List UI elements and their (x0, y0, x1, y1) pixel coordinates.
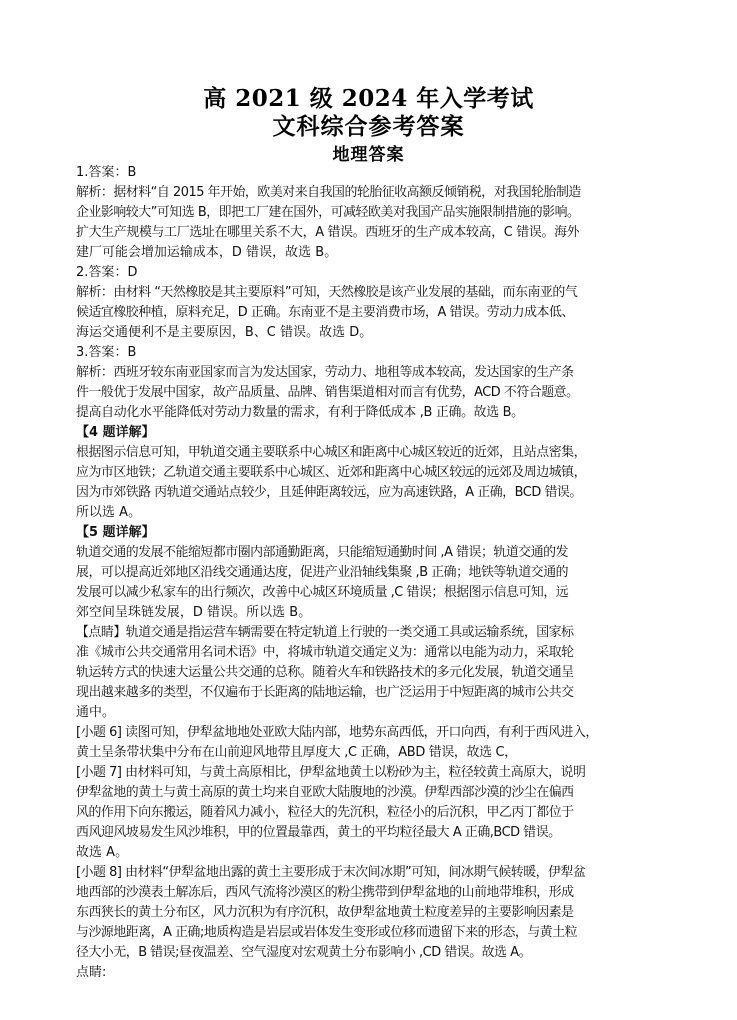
subquestion-line: 伊犁盆地的黄土与黄土高原的黄土均来自亚欧大陆腹地的沙漠。伊犁西部沙漠的沙尘在偏西 (76, 785, 574, 800)
explanation-line: 因为市郊铁路 丙轨道交通站点较少，且延伸距离较远，应为高速铁路，A 正确，BCD 错误。 (76, 485, 582, 500)
key-point-line: 轨运转方式的快速大运量公共交通的总称。随着火车和铁路技术的多元化发展，轨道交通呈 (76, 665, 574, 680)
question-heading: 【5 题详解】 (76, 525, 155, 540)
subquestion-line: [小题 6] 读图可知，伊犁盆地地处亚欧大陆内部，地势东高西低，开口向西，有利于西风进入， (76, 725, 598, 740)
key-point-line: 通中。 (76, 705, 115, 720)
answer-line: 3.答案：B (76, 345, 137, 360)
answer-line: 1.答案：B (76, 165, 137, 180)
subquestion-line: 风的作用下向东搬运，随着风力减小，粒径大的先沉积，粒径小的后沉积，甲乙丙丁都位于 (76, 805, 574, 820)
subquestion-line: 黄土呈条带状集中分布在山前迎风地带且厚度大 ,C 正确，ABD 错误，故选 C， (76, 745, 517, 760)
key-point-label: 点睛: (76, 965, 107, 980)
explanation-line: 展，可以提高近郊地区沿线交通通达度，促进产业沿轴线集聚 ,B 正确；地铁等轨道交通的 (76, 565, 569, 580)
explanation-line: 解析：西班牙较东南亚国家而言为发达国家，劳动力、地租等成本较高，发达国家的生产条 (76, 365, 574, 380)
explanation-line: 根据图示信息可知，甲轨道交通主要联系中心城区和距离中心城区较近的近郊，且站点密集， (76, 445, 587, 460)
explanation-line: 发展可以减少私家车的出行频次，改善中心城区环境质量 ,C 错误；根据图示信息可知，远 (76, 585, 569, 600)
explanation-line: 解析：据材料“自 2015 年开始，欧美对来自我国的轮胎征收高额反倾销税，对我国轮胎制造 (76, 185, 581, 200)
explanation-line: 郊空间呈珠链发展，D 错误。所以选 B。 (76, 605, 312, 620)
explanation-line: 解析：由材料 “天然橡胶是其主要原料”可知，天然橡胶是该产业发展的基础，而东南亚的气 (76, 285, 578, 300)
subquestion-line: 东西狭长的黄土分布区，风力沉积为有序沉积，故伊犁盆地黄土粒度差异的主要影响因素是 (76, 905, 574, 920)
explanation-line: 企业影响较大”可知选 B，即把工厂建在国外，可减轻欧美对我国产品实施限制措施的影响。 (76, 205, 580, 220)
subquestion-line: 径大小无，B 错误;昼夜温差、空气湿度对宏观黄土分布影响小 ,CD 错误。故选 A。 (76, 945, 532, 960)
explanation-line: 提高自动化水平能降低对劳动力数量的需求，有利于降低成本 ,B 正确。故选 B。 (76, 405, 524, 420)
explanation-line: 轨道交通的发展不能缩短都市圈内部通勤距离，只能缩短通勤时间 ,A 错误；轨道交通的发 (76, 545, 569, 560)
key-point-line: 【点睛】轨道交通是指运营车辆需要在特定轨道上行驶的一类交通工具或运输系统，国家标 (76, 625, 574, 640)
explanation-line: 所以选 A。 (76, 505, 142, 520)
subquestion-line: [小题 7] 由材料可知，与黄土高原相比，伊犁盆地黄土以粉砂为主，粒径较黄土高原大，说明 (76, 765, 586, 780)
explanation-line: 建厂可能会增加运输成本，D 错误，故选 B。 (76, 245, 338, 260)
subquestion-line: [小题 8] 由材料“伊犁盆地出露的黄土主要形成于末次间冰期”可知，间冰期气候转暖，伊犁盆 (76, 865, 586, 880)
answer-key-title: 文科综合参考答案 (272, 113, 465, 140)
exam-title: 高 2021 级 2024 年入学考试 (203, 85, 534, 112)
key-point-line: 准《城市公共交通常用名词术语》中，将城市轨道交通定义为：通常以电能为动力，采取轮 (76, 645, 574, 660)
answer-line: 2.答案：D (76, 265, 138, 280)
explanation-line: 扩大生产规模与工厂选址在哪里关系不大，A 错误。西班牙的生产成本较高，C 错误。海外 (76, 225, 580, 240)
section-heading-geography: 地理答案 (332, 145, 405, 165)
subquestion-line: 地西部的沙漠表土解冻后，西风气流将沙漠区的粉尘携带到伊犁盆地的山前地带堆积，形成 (76, 885, 574, 900)
subquestion-line: 与沙源地距离，A 正确;地质构造是岩层或岩体发生变形或位移而遗留下来的形态，与黄土粒 (76, 925, 578, 940)
explanation-line: 件一般优于发展中国家，故产品质量、品牌、销售渠道相对而言有优势，ACD 不符合题意。 (76, 385, 579, 400)
subquestion-line: 西风迎风坡易发生风沙堆积，甲的位置最靠西，黄土的平均粒径最大 A 正确,BCD 错误。 (76, 825, 561, 840)
explanation-line: 海运交通便利不是主要原因，B、C 错误。故选 D。 (76, 325, 373, 340)
question-heading: 【4 题详解】 (76, 425, 155, 440)
explanation-line: 应为市区地铁；乙轨道交通主要联系中心城区、近郊和距离中心城区较远的远郊及周边城镇， (76, 465, 587, 480)
explanation-line: 候适宜橡胶种植，原料充足，D 正确。东南亚不是主要消费市场，A 错误。劳动力成本低、 (76, 305, 574, 320)
subquestion-line: 故选 A。 (76, 845, 129, 860)
key-point-line: 现出越来越多的类型，不仅遍布于长距离的陆地运输，也广泛运用于中短距离的城市公共交 (76, 685, 574, 700)
